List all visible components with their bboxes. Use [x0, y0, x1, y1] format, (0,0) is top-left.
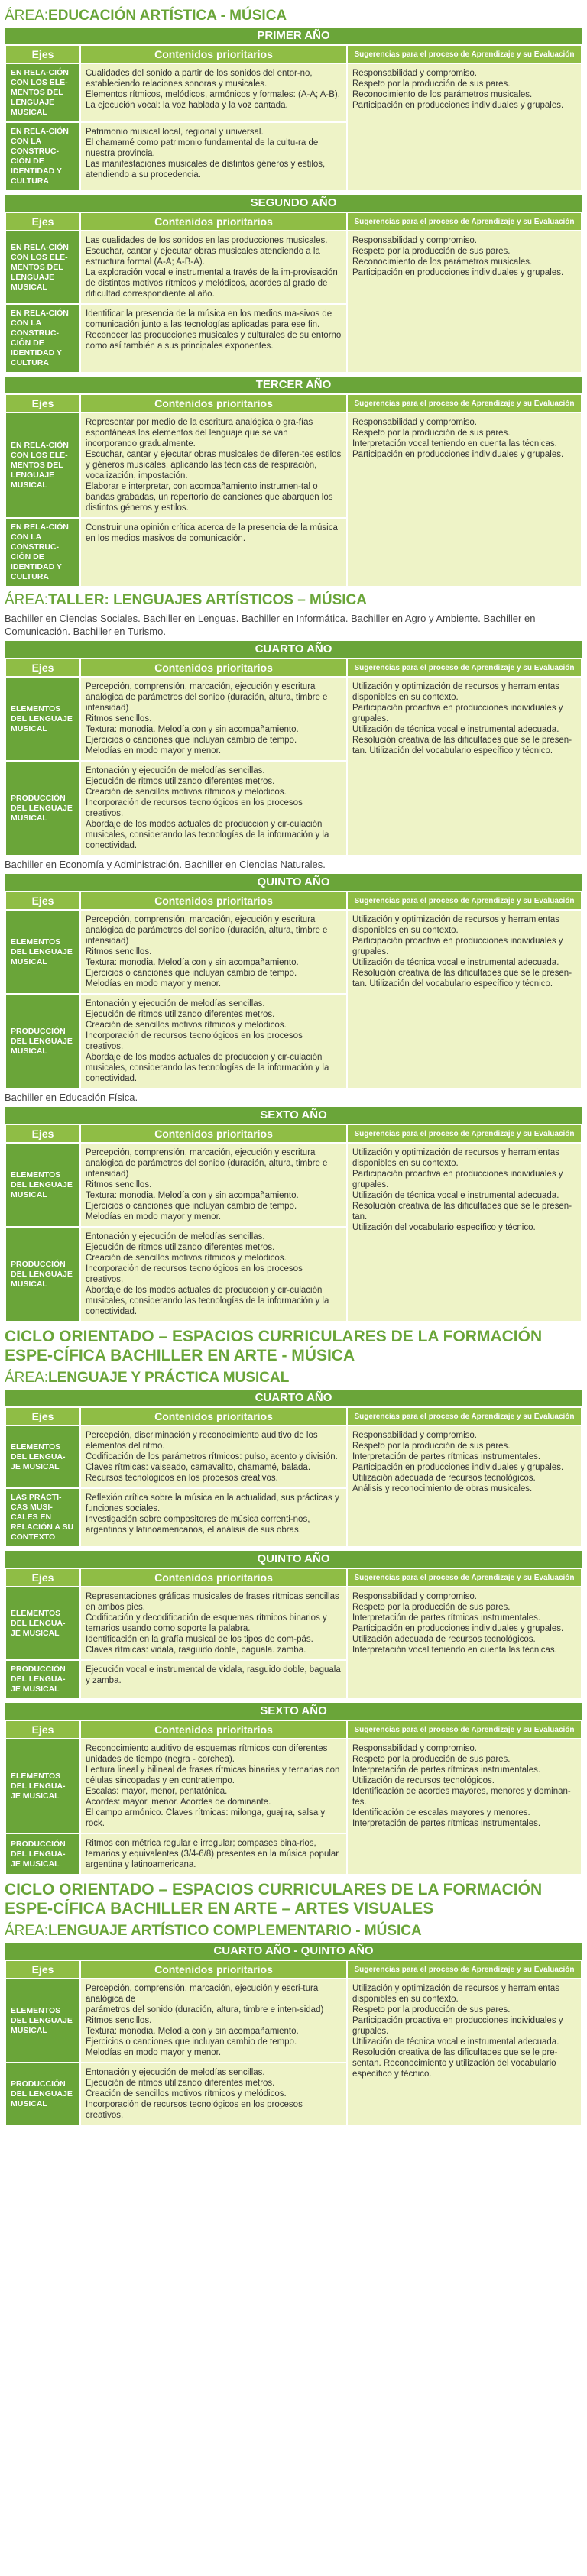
eje-cell: ELEMENTOS DEL LENGUA-JE MUSICAL	[6, 1739, 79, 1833]
sugerencia-line: Participación en producciones individuales y grupales.	[352, 450, 564, 459]
contenido-line: Percepción, comprensión, marcación, ejecución y escritura analógica de parámetros del sonido (duración, altura, timbre e intensidad)	[86, 1148, 328, 1179]
area-name: TALLER: LENGUAJES ARTÍSTICOS – MÚSICA	[48, 592, 367, 608]
eje-cell: ELEMENTOS DEL LENGUAJE MUSICAL	[6, 678, 79, 760]
contenidos-cell	[81, 995, 346, 1088]
area-title	[5, 8, 582, 24]
contenido-line: Incorporación de recursos tecnológicos en los procesos creativos.	[86, 2100, 303, 2120]
table-header-row	[6, 1961, 581, 1978]
eje-cell: EN RELA-CIÓN CON LOS ELE-MENTOS DEL LENGUAJE MUSICAL	[6, 413, 79, 517]
table-row	[6, 678, 581, 760]
contenidos-cell	[81, 911, 346, 993]
contenidos-cell	[81, 64, 346, 121]
sugerencias-cell	[348, 1587, 581, 1698]
eje-cell: EN RELA-CIÓN CON LA CONSTRUC-CIÓN DE IDENTIDAD Y CULTURA	[6, 519, 79, 586]
sugerencia-line: Responsabilidad y compromiso.	[352, 69, 477, 78]
table-row	[6, 1144, 581, 1226]
header-sugerencias: Sugerencias para el proceso de Aprendizaje y su Evaluación	[348, 892, 581, 909]
sugerencia-line: Resolución creativa de las dificultades que se le pre-sentan. Reconocimiento y utilización del vocabulario específico y técnico.	[352, 2048, 558, 2079]
contenido-line: Incorporación de recursos tecnológicos en los procesos creativos.	[86, 1264, 303, 1284]
area-title	[5, 1923, 582, 1940]
contenido-line: Textura: monodia. Melodía con y sin acompañamiento.	[86, 725, 299, 734]
contenidos-cell	[81, 413, 346, 517]
header-ejes: Ejes	[6, 395, 79, 412]
area-name: LENGUAJE Y PRÁCTICA MUSICAL	[48, 1370, 290, 1386]
contenido-line: Lectura lineal y bilineal de frases rítmicas binarias y ternarias con células sincopadas y en contratiempo.	[86, 1765, 340, 1785]
eje-cell: PRODUCCIÓN DEL LENGUAJE MUSICAL	[6, 995, 79, 1088]
contenidos-cell	[81, 305, 346, 372]
contenido-line: Ritmos sencillos.	[86, 1180, 152, 1189]
contenido-line: Melodías en modo mayor y menor.	[86, 2048, 222, 2057]
table-header-row	[6, 659, 581, 676]
curriculum-table	[5, 658, 582, 856]
contenido-line: Melodías en modo mayor y menor.	[86, 746, 222, 756]
table-row	[6, 1587, 581, 1659]
sugerencia-line: Utilización y optimización de recursos y herramientas disponibles en su contexto.	[352, 1984, 559, 2004]
table-row	[6, 1979, 581, 2062]
contenido-line: Textura: monodia. Melodía con y sin acompañamiento.	[86, 1191, 299, 1200]
contenido-line: Reconocimiento auditivo de esquemas rítmicos con diferentes unidades de tiempo (negra - corchea).	[86, 1744, 328, 1764]
table-header-row	[6, 1408, 581, 1425]
contenido-line: Percepción, comprensión, marcación, ejecución y escritura analógica de parámetros del sonido (duración, altura, timbre e intensidad)	[86, 915, 328, 946]
contenido-line: Ejecución de ritmos utilizando diferentes metros.	[86, 1243, 275, 1252]
header-sugerencias: Sugerencias para el proceso de Aprendizaje y su Evaluación	[348, 1569, 581, 1586]
contenido-line: Percepción, comprensión, marcación, ejecución y escri-tura analógica de	[86, 1984, 319, 2004]
sugerencia-line: Reconocimiento de los parámetros musicales.	[352, 90, 533, 99]
contenidos-cell	[81, 1144, 346, 1226]
contenidos-cell	[81, 519, 346, 586]
sugerencia-line: Utilización adecuada de recursos tecnológicos.	[352, 1635, 536, 1644]
contenidos-cell	[81, 1661, 346, 1698]
table-header-row	[6, 46, 581, 63]
bachiller-list: Bachiller en Educación Física.	[5, 1092, 138, 1103]
eje-cell: PRODUCCIÓN DEL LENGUA-JE MUSICAL	[6, 1661, 79, 1698]
header-contenidos: Contenidos prioritarios	[81, 659, 346, 676]
area-name: EDUCACIÓN ARTÍSTICA - MÚSICA	[48, 8, 287, 24]
contenido-line: Recursos tecnológicos en los procesos creativos.	[86, 1474, 278, 1483]
area-prefix: ÁREA:	[5, 1370, 49, 1386]
sugerencia-line: Utilización de técnica vocal e instrumental adecuada.	[352, 2037, 559, 2047]
sugerencia-line: Participación en producciones individuales y grupales.	[352, 1463, 564, 1472]
sugerencia-line: Utilización de recursos tecnológicos.	[352, 1776, 495, 1785]
contenido-line: Construir una opinión crítica acerca de la presencia de la música en los medios masivos de comunicación.	[86, 523, 338, 543]
area-prefix: ÁREA:	[5, 8, 49, 24]
header-ejes: Ejes	[6, 1721, 79, 1738]
contenido-line: Claves rítmicas: valseado, carnavalito, chamamé, balada.	[86, 1463, 311, 1472]
header-sugerencias: Sugerencias para el proceso de Aprendizaje y su Evaluación	[348, 395, 581, 412]
header-contenidos: Contenidos prioritarios	[81, 1408, 346, 1425]
year-header: SEXTO AÑO	[5, 1703, 582, 1720]
sugerencia-line: Interpretación de partes rítmicas instrumentales.	[352, 1819, 541, 1828]
sugerencia-line: Responsabilidad y compromiso.	[352, 1744, 477, 1753]
table-row	[6, 231, 581, 303]
eje-cell: PRODUCCIÓN DEL LENGUAJE MUSICAL	[6, 1228, 79, 1321]
contenido-line: Ejercicios o canciones que incluyan cambio de tempo.	[86, 2037, 297, 2047]
contenido-line: Incorporación de recursos tecnológicos en los procesos creativos.	[86, 1031, 303, 1051]
sugerencia-line: Utilización y optimización de recursos y herramientas disponibles en su contexto.	[352, 1148, 559, 1168]
contenidos-cell	[81, 1739, 346, 1833]
sugerencia-line: Respeto por la producción de sus pares.	[352, 2005, 511, 2015]
sugerencia-line: Participación en producciones individuales y grupales.	[352, 268, 564, 277]
contenidos-cell	[81, 1834, 346, 1874]
year-header: SEXTO AÑO	[5, 1107, 582, 1124]
contenidos-cell	[81, 123, 346, 190]
contenido-line: Ejecución vocal e instrumental de vidala, rasguido doble, baguala y zamba.	[86, 1665, 341, 1685]
year-header: CUARTO AÑO - QUINTO AÑO	[5, 1943, 582, 1960]
area-title	[5, 1370, 582, 1387]
year-header: TERCER AÑO	[5, 377, 582, 393]
area-name: LENGUAJE ARTÍSTICO COMPLEMENTARIO - MÚSICA	[48, 1923, 422, 1939]
contenido-line: La exploración vocal e instrumental a través de la im-provisación de distintos motivos rítmicos y melódicos, acordes al grado de dificultad correspondiente al año.	[86, 268, 338, 299]
contenido-line: Ejercicios o canciones que incluyan cambio de tempo.	[86, 1202, 297, 1211]
sugerencias-cell	[348, 231, 581, 372]
sugerencia-line: Participación en producciones individuales y grupales.	[352, 101, 564, 110]
header-contenidos: Contenidos prioritarios	[81, 1125, 346, 1142]
header-sugerencias: Sugerencias para el proceso de Aprendizaje y su Evaluación	[348, 1721, 581, 1738]
contenido-line: La ejecución vocal: la voz hablada y la voz cantada.	[86, 101, 288, 110]
contenido-line: Ejercicios o canciones que incluyan cambio de tempo.	[86, 969, 297, 978]
contenido-line: Incorporación de recursos tecnológicos en los procesos creativos.	[86, 798, 303, 818]
area-title	[5, 592, 582, 609]
eje-cell: PRODUCCIÓN DEL LENGUAJE MUSICAL	[6, 762, 79, 855]
sugerencia-line: Respeto por la producción de sus pares.	[352, 1442, 511, 1451]
table-header-row	[6, 892, 581, 909]
year-header: CUARTO AÑO	[5, 641, 582, 658]
curriculum-table	[5, 393, 582, 587]
header-contenidos: Contenidos prioritarios	[81, 395, 346, 412]
sugerencia-line: Reconocimiento de los parámetros musicales.	[352, 257, 533, 267]
contenido-line: Representar por medio de la escritura analógica o gra-fías espontáneas los elementos del lenguaje que se van incorporando gradualmente.	[86, 418, 313, 448]
contenidos-cell	[81, 1489, 346, 1546]
table-header-row	[6, 1721, 581, 1738]
curriculum-table	[5, 1406, 582, 1548]
contenido-line: Codificación de los parámetros rítmicos: pulso, acento y división.	[86, 1452, 338, 1461]
sugerencia-line: Resolución creativa de las dificultades que se le presen-tan. Utilización del vocabulario específico y técnico.	[352, 736, 572, 756]
sugerencia-line: Utilización y optimización de recursos y herramientas disponibles en su contexto.	[352, 682, 559, 702]
contenidos-cell	[81, 2063, 346, 2125]
eje-cell: ELEMENTOS DEL LENGUA-JE MUSICAL	[6, 1426, 79, 1487]
curriculum-table	[5, 44, 582, 192]
bachiller-list: Bachiller en Ciencias Sociales. Bachiller en Lenguas. Bachiller en Informática. Bachiller en Agro y Ambiente. Bachiller en Comunicación. Bachiller en Turismo.	[5, 613, 536, 637]
year-header: SEGUNDO AÑO	[5, 195, 582, 212]
year-header: PRIMER AÑO	[5, 28, 582, 44]
curriculum-table	[5, 212, 582, 374]
header-ejes: Ejes	[6, 1125, 79, 1142]
contenido-line: Percepción, comprensión, marcación, ejecución y escritura analógica de parámetros del sonido (duración, altura, timbre e intensidad)	[86, 682, 328, 713]
sugerencia-line: Resolución creativa de las dificultades que se le presen-tan. Utilización del vocabulario específico y técnico.	[352, 969, 572, 989]
eje-cell: EN RELA-CIÓN CON LOS ELE-MENTOS DEL LENGUAJE MUSICAL	[6, 64, 79, 121]
contenidos-cell	[81, 1587, 346, 1659]
contenido-line: Elaborar e interpretar, con acompañamiento instrumen-tal o bandas grabadas, un repertorio de canciones que abarquen los distintos géneros y estilos.	[86, 482, 333, 513]
contenido-line: Representaciones gráficas musicales de frases rítmicas sencillas en ambos pies.	[86, 1592, 339, 1612]
contenido-line: Melodías en modo mayor y menor.	[86, 1212, 222, 1222]
header-contenidos: Contenidos prioritarios	[81, 46, 346, 63]
sugerencia-line: Utilización adecuada de recursos tecnológicos.	[352, 1474, 536, 1483]
sugerencias-cell	[348, 64, 581, 190]
contenido-line: Reconocer las producciones musicales y culturales de su entorno como así también a sus principales exponentes.	[86, 331, 342, 351]
contenido-line: El campo armónico. Claves rítmicas: milonga, guajira, salsa y rock.	[86, 1808, 326, 1828]
sugerencia-line: Interpretación de partes rítmicas instrumentales.	[352, 1765, 541, 1775]
eje-cell: ELEMENTOS DEL LENGUAJE MUSICAL	[6, 911, 79, 993]
sugerencia-line: Interpretación vocal teniendo en cuenta las técnicas.	[352, 1646, 557, 1655]
header-sugerencias: Sugerencias para el proceso de Aprendizaje y su Evaluación	[348, 1961, 581, 1978]
header-sugerencias: Sugerencias para el proceso de Aprendizaje y su Evaluación	[348, 1408, 581, 1425]
sugerencia-line: Respeto por la producción de sus pares.	[352, 429, 511, 438]
eje-cell: EN RELA-CIÓN CON LOS ELE-MENTOS DEL LENGUAJE MUSICAL	[6, 231, 79, 303]
header-sugerencias: Sugerencias para el proceso de Aprendizaje y su Evaluación	[348, 213, 581, 230]
sugerencia-line: Interpretación vocal teniendo en cuenta las técnicas.	[352, 439, 557, 448]
contenido-line: Ejecución de ritmos utilizando diferentes metros.	[86, 1010, 275, 1019]
contenido-line: El chamamé como patrimonio fundamental de la cultu-ra de nuestra provincia.	[86, 138, 319, 158]
sugerencia-line: Respeto por la producción de sus pares.	[352, 79, 511, 89]
sugerencia-line: Interpretación de partes rítmicas instrumentales.	[352, 1452, 541, 1461]
sugerencia-line: Utilización de técnica vocal e instrumental adecuada.	[352, 958, 559, 967]
contenido-line: Creación de sencillos motivos rítmicos y melódicos.	[86, 2089, 287, 2099]
contenido-line: Las manifestaciones musicales de distintos géneros y estilos, atendiendo a su procedencia.	[86, 160, 326, 180]
header-sugerencias: Sugerencias para el proceso de Aprendizaje y su Evaluación	[348, 1125, 581, 1142]
sugerencias-cell	[348, 1739, 581, 1874]
table-row	[6, 1739, 581, 1833]
header-ejes: Ejes	[6, 1569, 79, 1586]
header-sugerencias: Sugerencias para el proceso de Aprendizaje y su Evaluación	[348, 659, 581, 676]
year-header: QUINTO AÑO	[5, 1551, 582, 1568]
contenido-line: Entonación y ejecución de melodías sencillas.	[86, 1232, 265, 1241]
sugerencia-line: Respeto por la producción de sus pares.	[352, 1755, 511, 1764]
curriculum-table	[5, 891, 582, 1089]
contenido-line: Elementos rítmicos, melódicos, armónicos y formales: (A-A; A-B).	[86, 90, 340, 99]
sugerencia-line: Responsabilidad y compromiso.	[352, 1431, 477, 1440]
sugerencia-line: Participación proactiva en producciones individuales y grupales.	[352, 704, 563, 723]
sugerencia-line: Interpretación de partes rítmicas instrumentales.	[352, 1613, 541, 1623]
table-row	[6, 1426, 581, 1487]
contenido-line: Ejecución de ritmos utilizando diferentes metros.	[86, 777, 275, 786]
sugerencia-line: Análisis y reconocimiento de obras musicales.	[352, 1484, 533, 1493]
contenido-line: Identificar la presencia de la música en los medios ma-sivos de comunicación junto a las tecnologías aplicadas para ese fin.	[86, 309, 332, 329]
header-contenidos: Contenidos prioritarios	[81, 1721, 346, 1738]
sugerencia-line: Resolución creativa de las dificultades que se le presen-tan.	[352, 1202, 572, 1222]
eje-cell: PRODUCCIÓN DEL LENGUAJE MUSICAL	[6, 2063, 79, 2125]
eje-cell: ELEMENTOS DEL LENGUA-JE MUSICAL	[6, 1587, 79, 1659]
sugerencia-line: Participación proactiva en producciones individuales y grupales.	[352, 2016, 563, 2036]
table-row	[6, 64, 581, 121]
sugerencia-line: Identificación de escalas mayores y menores.	[352, 1808, 530, 1817]
contenido-line: Entonación y ejecución de melodías sencillas.	[86, 766, 265, 775]
header-ejes: Ejes	[6, 892, 79, 909]
table-header-row	[6, 395, 581, 412]
contenido-line: Creación de sencillos motivos rítmicos y melódicos.	[86, 788, 287, 797]
sugerencia-line: Respeto por la producción de sus pares.	[352, 1603, 511, 1612]
contenido-line: Codificación y decodificación de esquemas rítmicos binarios y ternarios usando como soporte la palabra.	[86, 1613, 327, 1633]
sugerencia-line: Utilización de técnica vocal e instrumental adecuada.	[352, 1191, 559, 1200]
contenido-line: Claves rítmicas: vidala, rasguido doble, baguala. zamba.	[86, 1646, 306, 1655]
sugerencia-line: Respeto por la producción de sus pares.	[352, 247, 511, 256]
contenido-line: Abordaje de los modos actuales de producción y cir-culación musicales, considerando las tecnologías de la información y la conectividad.	[86, 1053, 329, 1083]
contenido-line: Escuchar, cantar y ejecutar obras musicales atendiendo a la estructura formal (A-A; A-B-A).	[86, 247, 320, 267]
eje-cell: LAS PRÁCTI-CAS MUSI-CALES EN RELACIÓN A SU CONTEXTO	[6, 1489, 79, 1546]
contenido-line: Ejecución de ritmos utilizando diferentes metros.	[86, 2079, 275, 2088]
header-ejes: Ejes	[6, 659, 79, 676]
eje-cell: EN RELA-CIÓN CON LA CONSTRUC-CIÓN DE IDENTIDAD Y CULTURA	[6, 305, 79, 372]
contenido-line: Patrimonio musical local, regional y universal.	[86, 128, 264, 137]
contenido-line: Las cualidades de los sonidos en las producciones musicales.	[86, 236, 328, 245]
contenidos-cell	[81, 231, 346, 303]
contenido-line: Escuchar, cantar y ejecutar obras musicales de diferen-tes estilos y géneros musicales, aplicando las técnicas de respiración, vocalización, impostación.	[86, 450, 342, 481]
sugerencia-line: Responsabilidad y compromiso.	[352, 418, 477, 427]
contenido-line: parámetros del sonido (duración, altura, timbre e inten-sidad)	[86, 2005, 324, 2015]
eje-cell: ELEMENTOS DEL LENGUAJE MUSICAL	[6, 1979, 79, 2062]
ciclo-title: CICLO ORIENTADO – ESPACIOS CURRICULARES DE LA FORMACIÓN ESPE-CÍFICA BACHILLER EN ARTE - MÚSICA	[5, 1328, 543, 1364]
header-contenidos: Contenidos prioritarios	[81, 1961, 346, 1978]
table-header-row	[6, 213, 581, 230]
contenido-line: Creación de sencillos motivos rítmicos y melódicos.	[86, 1254, 287, 1263]
contenidos-cell	[81, 762, 346, 855]
contenidos-cell	[81, 1979, 346, 2062]
header-sugerencias: Sugerencias para el proceso de Aprendizaje y su Evaluación	[348, 46, 581, 63]
bachiller-list: Bachiller en Economía y Administración. Bachiller en Ciencias Naturales.	[5, 859, 326, 870]
curriculum-table	[5, 1568, 582, 1700]
table-header-row	[6, 1125, 581, 1142]
table-row	[6, 911, 581, 993]
sugerencia-line: Responsabilidad y compromiso.	[352, 236, 477, 245]
sugerencia-line: Participación en producciones individuales y grupales.	[352, 1624, 564, 1633]
contenidos-cell	[81, 678, 346, 760]
area-prefix: ÁREA:	[5, 592, 49, 608]
table-header-row	[6, 1569, 581, 1586]
contenido-line: Ritmos sencillos.	[86, 2016, 152, 2025]
header-contenidos: Contenidos prioritarios	[81, 213, 346, 230]
contenido-line: Ejercicios o canciones que incluyan cambio de tempo.	[86, 736, 297, 745]
contenido-line: Entonación y ejecución de melodías sencillas.	[86, 2068, 265, 2077]
header-ejes: Ejes	[6, 46, 79, 63]
eje-cell: ELEMENTOS DEL LENGUAJE MUSICAL	[6, 1144, 79, 1226]
contenidos-cell	[81, 1426, 346, 1487]
sugerencia-line: Utilización del vocabulario específico y técnico.	[352, 1223, 536, 1232]
contenido-line: Creación de sencillos motivos rítmicos y melódicos.	[86, 1021, 287, 1030]
contenido-line: Ritmos sencillos.	[86, 714, 152, 723]
curriculum-table	[5, 1124, 582, 1322]
sugerencia-line: Utilización y optimización de recursos y herramientas disponibles en su contexto.	[352, 915, 559, 935]
contenido-line: Identificación en la grafía musical de los tipos de com-pás.	[86, 1635, 313, 1644]
contenido-line: Acordes: mayor, menor. Acordes de dominante.	[86, 1798, 271, 1807]
sugerencias-cell	[348, 413, 581, 586]
sugerencias-cell	[348, 1426, 581, 1546]
contenido-line: Entonación y ejecución de melodías sencillas.	[86, 999, 265, 1008]
area-prefix: ÁREA:	[5, 1923, 49, 1939]
eje-cell: PRODUCCIÓN DEL LENGUA-JE MUSICAL	[6, 1834, 79, 1874]
contenido-line: Melodías en modo mayor y menor.	[86, 979, 222, 989]
contenido-line: Textura: monodia. Melodía con y sin acompañamiento.	[86, 2027, 299, 2036]
year-header: QUINTO AÑO	[5, 874, 582, 891]
sugerencia-line: Participación proactiva en producciones individuales y grupales.	[352, 937, 563, 956]
contenido-line: Ritmos sencillos.	[86, 947, 152, 956]
year-header: CUARTO AÑO	[5, 1390, 582, 1406]
curriculum-table	[5, 1720, 582, 1875]
contenido-line: Abordaje de los modos actuales de producción y cir-culación musicales, considerando las tecnologías de la información y la conectividad.	[86, 1286, 329, 1316]
ciclo-title: CICLO ORIENTADO – ESPACIOS CURRICULARES DE LA FORMACIÓN ESPE-CÍFICA BACHILLER EN ARTE – ARTES VISUALES	[5, 1881, 543, 1917]
contenidos-cell	[81, 1228, 346, 1321]
contenido-line: Abordaje de los modos actuales de producción y cir-culación musicales, considerando las tecnologías de la información y la conectividad.	[86, 820, 329, 850]
contenido-line: Cualidades del sonido a partir de los sonidos del entor-no, estableciendo relaciones sonoras y musicales.	[86, 69, 313, 89]
header-contenidos: Contenidos prioritarios	[81, 892, 346, 909]
header-ejes: Ejes	[6, 1408, 79, 1425]
sugerencia-line: Utilización de técnica vocal e instrumental adecuada.	[352, 725, 559, 734]
contenido-line: Escalas: mayor, menor, pentatónica.	[86, 1787, 228, 1796]
curriculum-table	[5, 1960, 582, 2126]
contenido-line: Textura: monodia. Melodía con y sin acompañamiento.	[86, 958, 299, 967]
contenido-line: Ritmos con métrica regular e irregular; compases bina-rios, ternarios y equivalentes (3/4-6/8) presentes en la música popular argentina y latinoamericana.	[86, 1839, 339, 1869]
sugerencias-cell	[348, 1979, 581, 2125]
sugerencia-line: Responsabilidad y compromiso.	[352, 1592, 477, 1601]
header-ejes: Ejes	[6, 1961, 79, 1978]
table-row	[6, 413, 581, 517]
eje-cell: EN RELA-CIÓN CON LA CONSTRUC-CIÓN DE IDENTIDAD Y CULTURA	[6, 123, 79, 190]
sugerencias-cell	[348, 1144, 581, 1321]
contenido-line: Investigación sobre compositores de música correnti-nos, argentinos y latinoamericanos, el análisis de sus obras.	[86, 1515, 310, 1535]
header-contenidos: Contenidos prioritarios	[81, 1569, 346, 1586]
sugerencia-line: Participación proactiva en producciones individuales y grupales.	[352, 1170, 563, 1189]
sugerencias-cell	[348, 678, 581, 855]
sugerencia-line: Identificación de acordes mayores, menores y dominan-tes.	[352, 1787, 571, 1807]
header-ejes: Ejes	[6, 213, 79, 230]
sugerencias-cell	[348, 911, 581, 1088]
contenido-line: Percepción, discriminación y reconocimiento auditivo de los elementos del ritmo.	[86, 1431, 318, 1451]
contenido-line: Reflexión crítica sobre la música en la actualidad, sus prácticas y funciones sociales.	[86, 1493, 339, 1513]
